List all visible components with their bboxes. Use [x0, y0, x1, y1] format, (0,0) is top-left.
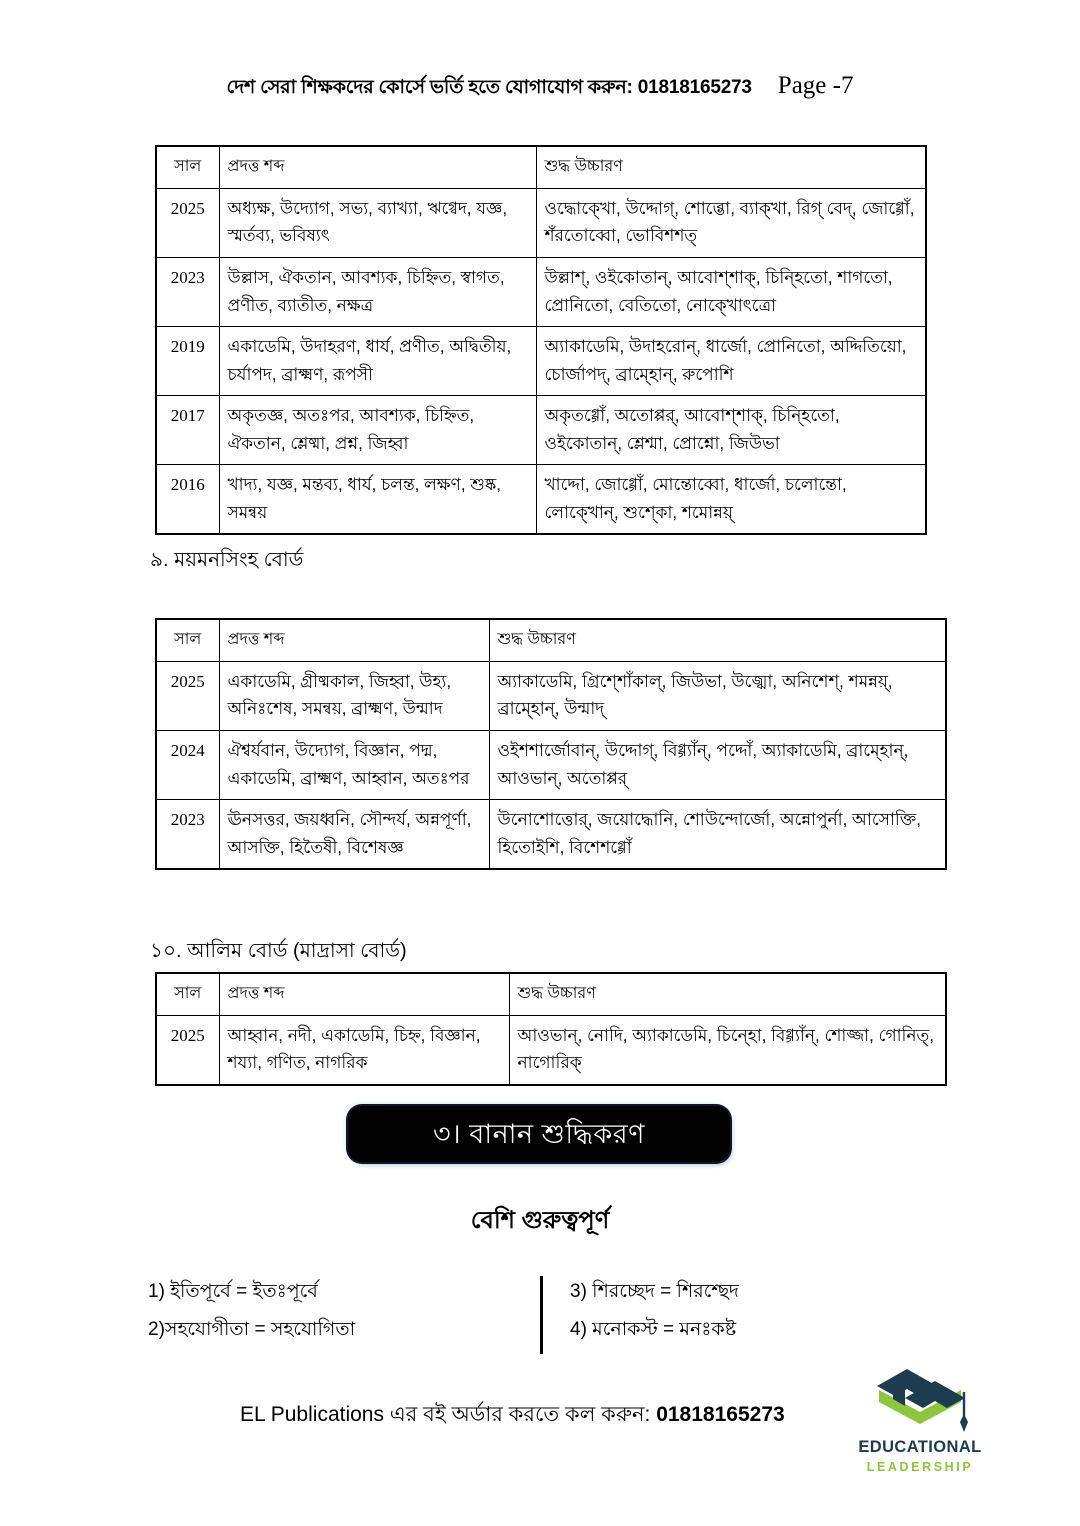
column-header-given-word: প্রদত্ত শব্দ — [219, 146, 536, 188]
column-header-given-word: প্রদত্ত শব্দ — [219, 973, 509, 1015]
table-row — [156, 327, 926, 396]
column-header-pronunciation: শুদ্ধ উচ্চারণ — [489, 619, 946, 661]
column-header-pronunciation: শুদ্ধ উচ্চারণ — [509, 973, 946, 1015]
table-header-row — [156, 146, 926, 188]
table-header-row — [156, 973, 946, 1015]
column-header-pronunciation: শুদ্ধ উচ্চারণ — [536, 146, 926, 188]
table-header-row — [156, 619, 946, 661]
table-row — [156, 800, 946, 870]
cell-pronunciation: আওভান্, নোদি, অ্যাকাডেমি, চিন্হো, বিগ্গ্যাঁন্, শোজ্জা, গোনিত্, নাগোরিক্ — [509, 1015, 946, 1085]
cell-given-word: অকৃতজ্ঞ, অতঃপর, আবশ্যক, চিহ্নিত, ঐকতান, শ্লেষ্মা, প্রশ্ন, জিহ্বা — [219, 396, 536, 465]
cell-given-word: একাডেমি, উদাহরণ, ধার্য, প্রণীত, অদ্বিতীয়, চর্যাপদ, ব্রাক্ষ্মণ, রূপসী — [219, 327, 536, 396]
footer-order-text — [240, 1398, 785, 1433]
page-header — [0, 72, 1080, 105]
cell-given-word: ঊনসত্তর, জয়ধ্বনি, সৌন্দর্য, অন্নপূর্ণা, আসক্তি, হিতৈষী, বিশেষজ্ঞ — [219, 800, 489, 870]
cell-year: 2025 — [156, 188, 219, 257]
cell-pronunciation: ওদ্ধোক্খো, উদ্দোগ্, শোব্ভো, ব্যাক্খা, রিগ্ বেদ্, জোগ্গোঁ, শঁরতোব্বো, ভোবিশশত্ — [536, 188, 926, 257]
cell-pronunciation: অকৃতগ্গোঁ, অতোপ্পর্, আবোশ্শাক্, চিন্হিতো, ওইকোতান্, শ্লেশ্মা, প্রোশ্নো, জিউভা — [536, 396, 926, 465]
header-contact-text: দেশ সেরা শিক্ষকদের কোর্সে ভর্তি হতে যোগাযোগ করুন: 01818165273 — [226, 77, 752, 98]
cell-given-word: খাদ্য, যজ্ঞ, মন্তব্য, ধার্য, চলন্ত, লক্ষণ, শুষ্ক, সমন্বয় — [219, 465, 536, 535]
cell-pronunciation: ওইশশার্জোবান্, উদ্দোগ্, বিগ্গ্যাঁন্, পদ্দোঁ, অ্যাকাডেমি, ব্রাম্হোন্, আওভান্, অতোপ্পর্ — [489, 730, 946, 799]
graduation-cap-logo-icon — [845, 1362, 995, 1442]
cell-year: 2025 — [156, 1015, 219, 1085]
column-header-year: সাল — [156, 146, 219, 188]
table-row — [156, 661, 946, 730]
table-mymensingh-board — [155, 618, 947, 870]
cell-given-word: অধ্যক্ষ, উদ্যোগ, সভ্য, ব্যাখ্যা, ঋগ্বেদ, যজ্ঞ, স্মর্তব্য, ভবিষ্যৎ — [219, 188, 536, 257]
column-header-given-word: প্রদত্ত শব্দ — [219, 619, 489, 661]
spelling-list-right-column — [570, 1282, 940, 1358]
cell-year: 2023 — [156, 257, 219, 326]
cell-pronunciation: অ্যাকাডেমি, গ্রিশ্শোঁকাল্, জিউভা, উজ্ঝো, অনিশেশ্, শমন্নয়্, ব্রাম্হোন্, উন্মাদ্ — [489, 661, 946, 730]
table-row — [156, 396, 926, 465]
section-heading-mymensingh: ৯. ময়মনসিংহ বোর্ড — [150, 549, 304, 571]
column-header-year: সাল — [156, 619, 219, 661]
cell-given-word: উল্লাস, ঐকতান, আবশ্যক, চিহ্নিত, স্বাগত, প্রণীত, ব্যাতীত, নক্ষত্র — [219, 257, 536, 326]
cell-year: 2025 — [156, 661, 219, 730]
cell-year: 2024 — [156, 730, 219, 799]
footer-order-prefix: EL Publications এর বই অর্ডার করতে কল করুন: — [240, 1403, 657, 1426]
spelling-list-left-column — [148, 1282, 528, 1358]
table-row — [156, 257, 926, 326]
column-header-year: সাল — [156, 973, 219, 1015]
cell-pronunciation: উনোশোত্তোর্, জয়োদ্ধোনি, শোউন্দোর্জো, অন্নোপুর্না, আসোক্তি, হিতোইশি, বিশেশগ্গোঁ — [489, 800, 946, 870]
logo-brand-name: EDUCATIONAL — [858, 1438, 982, 1456]
section-banner-title: ৩। বানান শুদ্ধিকরণ — [433, 1118, 645, 1149]
section-heading-alim: ১০. আলিম বোর্ড (মাদ্রাসা বোর্ড) — [150, 940, 407, 962]
list-item: 4) মনোকস্ট = মনঃকষ্ট — [570, 1319, 737, 1340]
table-row — [156, 730, 946, 799]
cell-pronunciation: অ্যাকাডেমি, উদাহরোন্, ধার্জো, প্রোনিতো, অদ্দিতিয়ো, চোর্জাপদ্, ব্রাম্হোন্, রুপোশি — [536, 327, 926, 396]
logo-brand-subtitle: LEADERSHIP — [866, 1460, 974, 1474]
cell-pronunciation: খাদ্দো, জোগ্গোঁ, মোন্তোব্বো, ধার্জো, চলোন্তো, লোক্খোন্, শুশ্কো, শমোন্নয়্ — [536, 465, 926, 535]
cell-year: 2017 — [156, 396, 219, 465]
list-item: 3) শিরচ্ছেদ = শিরশ্ছেদ — [570, 1281, 739, 1302]
section-banner — [348, 1106, 730, 1162]
cell-given-word: ঐশ্বর্যবান, উদ্যোগ, বিজ্ঞান, পদ্ম, একাডেমি, ব্রাক্ষ্মণ, আহ্বান, অতঃপর — [219, 730, 489, 799]
spelling-correction-list — [148, 1282, 948, 1362]
cell-year: 2019 — [156, 327, 219, 396]
column-divider — [540, 1276, 543, 1354]
cell-year: 2016 — [156, 465, 219, 535]
table-board-continued — [155, 145, 927, 535]
list-item: 1) ইতিপূর্বে = ইতঃপূর্বে — [148, 1281, 318, 1302]
cell-given-word: একাডেমি, গ্রীষ্মকাল, জিহ্বা, উহ্য, অনিঃশেষ, সমন্বয়, ব্রাক্ষ্মণ, উন্মাদ — [219, 661, 489, 730]
table-row — [156, 1015, 946, 1085]
page-number-label: Page -7 — [777, 72, 854, 99]
table-row — [156, 188, 926, 257]
footer-phone-number: 01818165273 — [656, 1403, 785, 1426]
list-item: 2)সহযোগীতা = সহযোগিতা — [148, 1319, 356, 1340]
section-subtitle: বেশি গুরুত্বপূর্ণ — [470, 1207, 610, 1234]
cell-pronunciation: উল্লাশ্, ওইকোতান্, আবোশ্শাক্, চিন্হিতো, শাগতো, প্রোনিতো, বেতিতো, নোক্খোৎত্রো — [536, 257, 926, 326]
table-alim-board — [155, 972, 947, 1086]
cell-given-word: আহ্বান, নদী, একাডেমি, চিহ্ন, বিজ্ঞান, শয্যা, গণিত, নাগরিক — [219, 1015, 509, 1085]
el-publications-logo — [845, 1362, 995, 1490]
table-row — [156, 465, 926, 535]
cell-year: 2023 — [156, 800, 219, 870]
